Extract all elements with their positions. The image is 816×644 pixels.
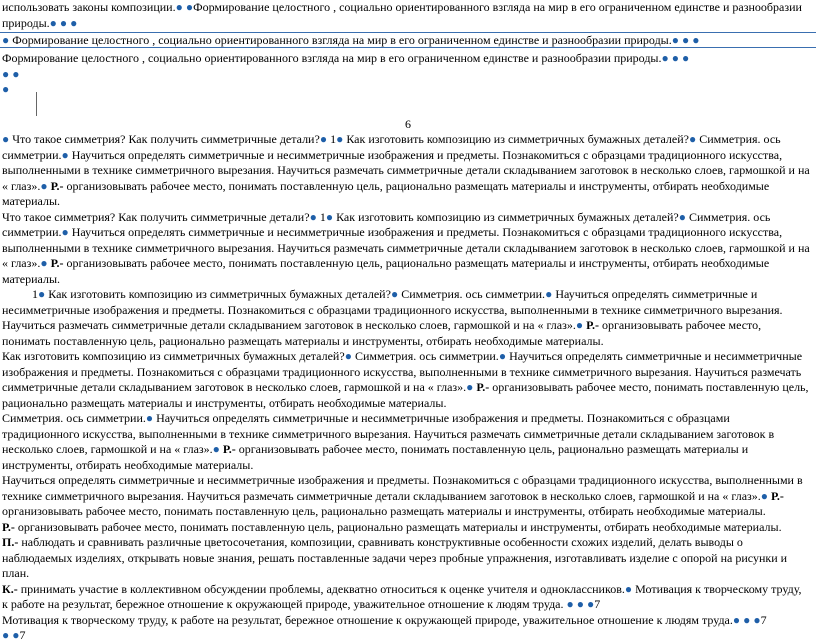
bullet-icon: ● — [624, 581, 636, 596]
bullet-icon: ● — [61, 225, 72, 239]
header-text-1a: использовать законы композиции. — [2, 0, 176, 14]
text-run: Мотивация к творческому труду, к работе на результат, бережное отношение к окружающей природе, уважительное отношение к людям труда. — [2, 612, 733, 627]
text-run: организовывать рабочее место, понимать поставленную цель, рационально размещать материалы и инструменты, отбирать необходимые материалы. — [2, 318, 762, 348]
text-run: 1 — [330, 132, 337, 146]
paragraph-8 — [0, 613, 812, 629]
text-run: Симметрия. ось симметрии. — [2, 132, 781, 162]
header-text-2: Формирование целостного , социально ориентированного взгляда на мир в его ограниченном единстве и разнообразии природы. — [12, 33, 672, 47]
header-paragraph-1 — [0, 0, 812, 31]
page-number: 6 — [405, 117, 411, 131]
bullet-icon: ● ● ● — [732, 612, 761, 627]
text-run: Р.- — [50, 256, 64, 270]
bullet-icon: ● — [575, 318, 587, 332]
bullet-icon: ● — [689, 132, 700, 146]
bullet-icon: ● — [336, 132, 347, 146]
text-run: принимать участие в коллективном обсуждении проблемы, адекватно относиться к оценке учителя и одноклассников. — [20, 581, 625, 596]
text-run: Р.- — [586, 318, 599, 332]
paragraph-4 — [0, 349, 812, 411]
body-block — [0, 132, 812, 644]
bullet-icon: ● ● ● — [671, 33, 700, 47]
bullet-icon: ● ● ● — [563, 597, 595, 611]
text-run: Симметрия. ось симметрии. — [354, 349, 499, 363]
text-run: организовывать рабочее место, понимать поставленную цель, рационально размещать материалы и инструменты, отбирать необходимые материалы. — [2, 442, 749, 472]
header-text-1c: природы. — [2, 15, 50, 30]
header-paragraph-3 — [0, 51, 812, 98]
paragraph-1 — [0, 132, 812, 210]
bullet-icon: ● — [344, 349, 355, 363]
bullet-icon: ● ● — [2, 66, 20, 81]
bullet-icon: ● — [145, 411, 157, 425]
text-run: Научиться определять симметричные и несимметричные изображения и предметы. Познакомиться с образцами традиционного искусства, выполненными в технике симметричного вырезания. Научиться размечать симметричные детали складыванием заготовок в несколько слоев, гармошкой и на « глаз». — [2, 225, 810, 270]
text-run: 7 — [760, 612, 767, 627]
text-run: 7 — [594, 597, 601, 611]
text-run: Мотивация к творческому труду, к работе на результат, бережное отношение к окружающей природе, уважительное отношение к людям труда. — [2, 581, 802, 611]
bullet-icon: ● — [325, 209, 337, 224]
text-run: Научиться определять симметричные и несимметричные изображения и предметы. Познакомиться с образцами традиционного искусства, выполненными в технике симметричного вырезания. Научиться размечать симметричные детали складыванием заготовок в несколько слоев, гармошкой и на « глаз». — [2, 473, 803, 503]
text-run: Р.- — [771, 488, 784, 503]
bullet-icon: ● — [61, 147, 72, 162]
paragraph-3 — [0, 287, 812, 349]
text-run: Как изготовить композицию из симметричных бумажных деталей? — [2, 349, 345, 363]
text-run: Научиться определять симметричные и несимметричные изображения и предметы. Познакомиться с образцами традиционного искусства, выполненными в технике симметричного вырезания. Научиться размечать симметричные детали складыванием заготовок в несколько слоев, гармошкой и на « глаз». — [2, 349, 803, 394]
header-text-1b: Формирование целостного , социально ориентированного взгляда на мир в его ограниченном единстве и разнообразии — [193, 0, 802, 14]
paragraph-2 — [0, 210, 812, 288]
text-run: организовывать рабочее место, понимать поставленную цель, рационально размещать материалы и инструменты, отбирать необходимые материалы. — [17, 519, 782, 534]
text-run: организовывать рабочее место, понимать поставленную цель, рационально размещать материалы и инструменты, отбирать необходимые материалы. — [2, 256, 770, 286]
bullet-icon: ● — [545, 287, 556, 301]
header-block-1 — [0, 0, 812, 31]
text-run: Научиться определять симметричные и несимметричные изображения и предметы. Познакомиться с образцами традиционного искусства, выполненными в технике симметричного вырезания. Научиться размечать симметричные детали складыванием заготовок в несколько слоев, гармошкой и на « глаз». — [2, 287, 783, 332]
text-run: Как изготовить композицию из симметричных бумажных деталей? — [48, 287, 391, 301]
text-run: Симметрия. ось симметрии. — [2, 209, 771, 239]
bullet-icon: ● — [40, 178, 51, 193]
text-run: 1 — [32, 287, 38, 301]
bullet-icon: ● — [498, 349, 510, 363]
bullet-icon: ● — [760, 488, 772, 503]
text-run: Научиться определять симметричные и несимметричные изображения и предметы. Познакомиться с образцами традиционного искусства, выполненными в технике симметричного вырезания. Научиться размечать симметричные детали складыванием заготовок в несколько слоев, гармошкой и на « глаз». — [2, 411, 775, 456]
bullet-icon: ● — [319, 132, 331, 146]
text-run: Симметрия. ось симметрии. — [401, 287, 546, 301]
bullet-icon: ● — [38, 287, 49, 301]
text-run: Что такое симметрия? Как получить симметричные детали? — [12, 132, 320, 146]
bullet-icon: ● — [678, 209, 689, 224]
text-run: 7 — [19, 628, 26, 642]
bullet-icon: ● — [390, 287, 402, 301]
text-run: Научиться определять симметричные и несимметричные изображения и предметы. Познакомиться с образцами традиционного искусства, выполненными в технике симметричного вырезания. Научиться размечать симметричные детали складыванием заготовок в несколько слоев, гармошкой и на « глаз». — [2, 147, 810, 193]
bullet-icon: ● — [466, 380, 477, 394]
text-run: организовывать рабочее место, понимать поставленную цель, рационально размещать материалы и инструменты, отбирать необходимые материалы. — [2, 380, 809, 410]
text-run: 1 — [319, 209, 326, 224]
text-run: наблюдать и сравнивать различные цветосочетания, композиции, сравнивать конструктивные особенности схожих изделий, делать выводы о наблюдаемых изделиях, открывать новые знания, решать поставленные задачи через пробные упражнения, изготавливать изделие с опорой на рисунки и план. — [2, 535, 788, 580]
text-run: Что такое симметрия? Как получить симметричные детали? — [2, 209, 310, 224]
paragraph-9 — [0, 628, 812, 644]
bullet-icon: ● — [212, 442, 223, 456]
paragraph-7 — [0, 520, 812, 613]
paragraph-6 — [0, 473, 812, 520]
text-run: организовывать рабочее место, понимать поставленную цель, рационально размещать материалы и инструменты, отбирать необходимые материалы. — [2, 504, 766, 518]
text-run: П.- — [2, 535, 19, 549]
bullet-icon: ● — [2, 33, 13, 47]
divider — [0, 47, 816, 48]
text-run: Р.- — [2, 519, 15, 534]
bullet-icon: ● ● — [2, 628, 20, 642]
text-run: организовывать рабочее место, понимать поставленную цель, рационально размещать материалы и инструменты, отбирать необходимые материалы. — [2, 178, 770, 208]
bullet-icon: ● ● ● — [49, 15, 78, 30]
bullet-icon: ● ● ● — [661, 51, 690, 65]
bullet-icon: ● ● — [175, 0, 194, 14]
text-cursor-line — [36, 92, 37, 116]
header-block-3 — [0, 51, 812, 98]
text-run: Р.- — [476, 380, 490, 394]
text-run: Р.- — [50, 178, 64, 193]
bullet-icon: ● — [2, 132, 13, 146]
text-run: К.- — [2, 581, 18, 596]
paragraph-5 — [0, 411, 812, 473]
header-text-3: Формирование целостного , социально ориентированного взгляда на мир в его ограниченном единстве и разнообразии природы. — [2, 51, 662, 65]
text-run: Как изготовить композицию из симметричных бумажных деталей? — [336, 209, 679, 224]
text-run: Как изготовить композицию из симметричных бумажных деталей? — [346, 132, 689, 146]
bullet-icon: ● — [40, 256, 51, 270]
text-run: Р.- — [222, 442, 236, 456]
bullet-icon: ● — [2, 82, 10, 96]
text-run: Симметрия. ось симметрии. — [2, 411, 146, 425]
bullet-icon: ● — [309, 209, 320, 224]
